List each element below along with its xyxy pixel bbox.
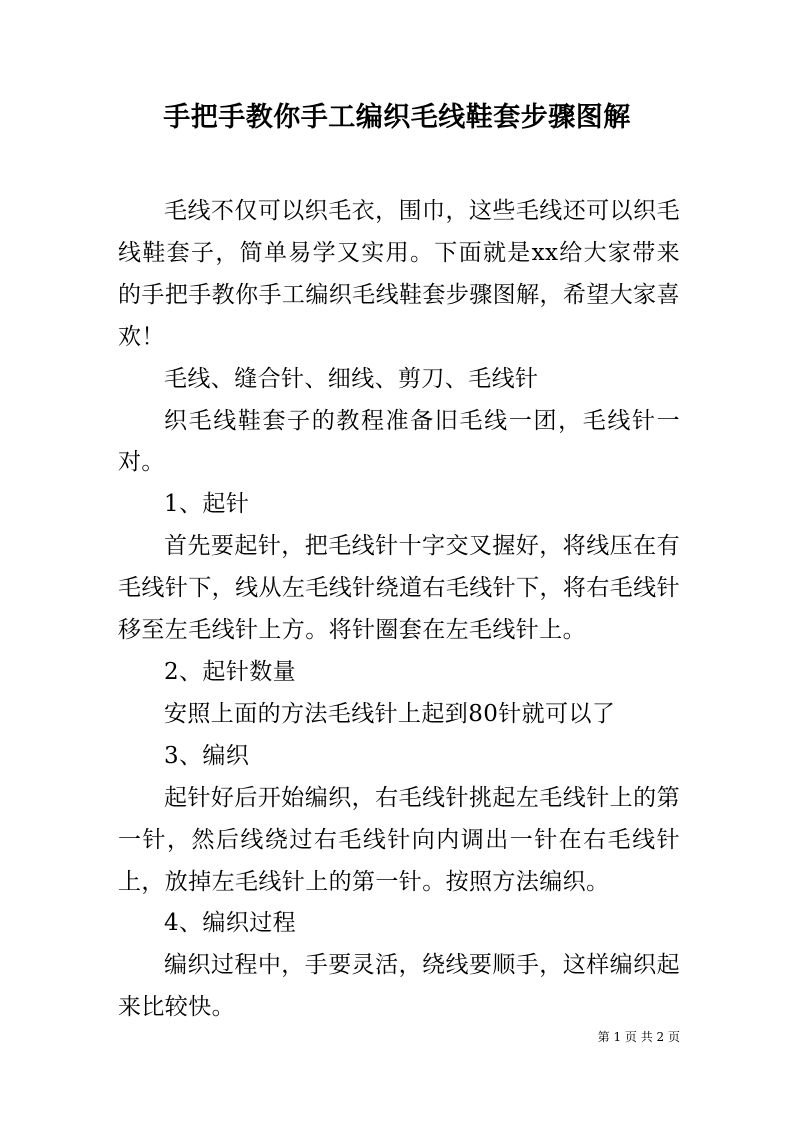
step-heading-1: 1、起针 — [164, 491, 250, 518]
page-number-footer: 第 1 页 共 2 页 — [597, 1030, 680, 1044]
paragraph-intro: 毛线不仅可以织毛衣，围巾，这些毛线还可以织毛线鞋套子，简单易学又实用。下面就是xx给大家带来的手把手教你手工编织毛线鞋套步骤图解，希望大家喜欢！ — [118, 198, 680, 350]
paragraph-preparation: 织毛线鞋套子的教程准备旧毛线一团，毛线针一对。 — [118, 407, 680, 476]
document-title: 手把手教你手工编织毛线鞋套步骤图解 — [163, 102, 631, 133]
paragraph-materials: 毛线、缝合针、细线、剪刀、毛线针 — [164, 365, 539, 392]
step-text-4: 编织过程中，手要灵活，绕线要顺手，这样编织起来比较快。 — [118, 952, 680, 1021]
document-body — [118, 191, 680, 1029]
step-heading-4: 4、编织过程 — [164, 910, 297, 937]
step-heading-2: 2、起针数量 — [164, 658, 297, 685]
step-text-1: 首先要起针，把毛线针十字交叉握好，将线压在有毛线针下，线从左毛线针绕道右毛线针下，将右毛线针移至左毛线针上方。将针圈套在左毛线针上。 — [118, 533, 680, 644]
step-heading-3: 3、编织 — [164, 742, 250, 769]
step-text-3: 起针好后开始编织，右毛线针挑起左毛线针上的第一针，然后线绕过右毛线针向内调出一针在右毛线针上，放掉左毛线针上的第一针。按照方法编织。 — [118, 784, 680, 895]
step-text-2: 安照上面的方法毛线针上起到80针就可以了 — [164, 700, 616, 727]
